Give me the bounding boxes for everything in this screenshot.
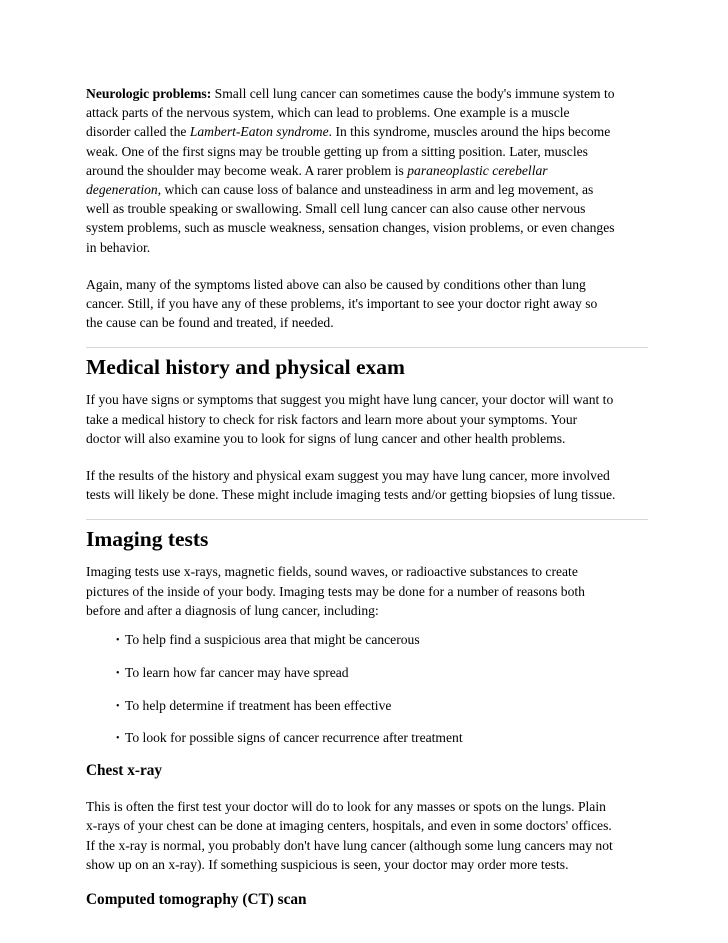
text-line: attack parts of the nervous system, which can lead to problems. One example is a muscle	[86, 105, 570, 121]
text-span: around the shoulder may become weak. A rarer problem is	[86, 162, 408, 178]
text-line: Imaging tests use x-rays, magnetic fields, sound waves, or radioactive substances to create	[86, 564, 578, 580]
text-line	[86, 122, 648, 141]
text-line	[86, 84, 648, 103]
bullet-icon: •	[116, 635, 120, 647]
bullet-icon: •	[116, 733, 120, 745]
text-line: show up on an x-ray). If something suspicious is seen, your doctor may order more tests.	[86, 856, 569, 872]
neurologic-problems-paragraph	[86, 84, 648, 257]
medical-history-paragraph-2	[86, 466, 648, 504]
medical-history-paragraph-1	[86, 390, 648, 448]
list-item	[116, 663, 648, 683]
list-item	[116, 728, 648, 748]
text-line: This is often the first test your doctor will do to look for any masses or spots on the lungs. Plain	[86, 799, 606, 815]
bullet-icon: •	[116, 700, 120, 712]
text-line: x-rays of your chest can be done at imaging centers, hospitals, and even in some doctors' offices.	[86, 818, 612, 834]
imaging-reasons-list	[86, 630, 648, 749]
text-line: before and after a diagnosis of lung cancer, including:	[86, 602, 379, 618]
bullet-icon: •	[116, 667, 120, 679]
document-page	[86, 84, 648, 910]
text-line: in behavior.	[86, 239, 151, 255]
degeneration-term: degeneration	[86, 182, 158, 198]
text-line: cancer. Still, if you have any of these problems, it's important to see your doctor right away so	[86, 296, 598, 312]
chest-xray-paragraph	[86, 797, 648, 874]
again-paragraph	[86, 275, 648, 333]
medical-history-heading: Medical history and physical exam	[86, 355, 405, 380]
chest-xray-heading: Chest x-ray	[86, 762, 163, 780]
list-item-text: To help find a suspicious area that might be cancerous	[125, 632, 420, 648]
text-span: , which can cause loss of balance and unsteadiness in arm and leg movement, as	[157, 182, 594, 198]
text-line	[86, 180, 648, 199]
text-line: weak. One of the first signs may be trouble getting up from a sitting position. Later, muscles	[86, 143, 588, 159]
text-line	[86, 161, 648, 180]
neurologic-problems-label: Neurologic problems:	[86, 86, 212, 101]
medical-history-section-header	[86, 347, 648, 380]
paraneoplastic-term: paraneoplastic cerebellar	[407, 162, 548, 178]
list-item-text: To look for possible signs of cancer recurrence after treatment	[125, 730, 463, 746]
text-span: . In this syndrome, muscles around the hips become	[328, 124, 611, 140]
text-line: system problems, such as muscle weakness, sensation changes, vision problems, or even changes	[86, 220, 615, 236]
text-span: Small cell lung cancer can sometimes cause the body's immune system to	[211, 86, 615, 101]
section-divider	[86, 347, 648, 348]
list-item	[116, 630, 648, 650]
imaging-tests-paragraph	[86, 562, 648, 620]
text-span: disorder called the	[86, 124, 190, 140]
text-line: If the results of the history and physical exam suggest you may have lung cancer, more involved	[86, 468, 610, 484]
text-line: pictures of the inside of your body. Imaging tests may be done for a number of reasons both	[86, 583, 585, 599]
imaging-tests-heading: Imaging tests	[86, 527, 209, 552]
text-line: tests will likely be done. These might include imaging tests and/or getting biopsies of lung tissue.	[86, 487, 616, 503]
imaging-tests-section-header	[86, 519, 648, 552]
text-line: Again, many of the symptoms listed above can also be caused by conditions other than lung	[86, 276, 586, 292]
list-item	[116, 696, 648, 716]
text-line: well as trouble speaking or swallowing. Small cell lung cancer can also cause other nervous	[86, 201, 586, 217]
text-line: If you have signs or symptoms that suggest you might have lung cancer, your doctor will want to	[86, 392, 614, 408]
text-line: If the x-ray is normal, you probably don't have lung cancer (although some lung cancers may not	[86, 837, 613, 853]
section-divider	[86, 519, 648, 520]
list-item-text: To help determine if treatment has been effective	[125, 697, 392, 713]
ct-scan-heading: Computed tomography (CT) scan	[86, 891, 307, 909]
list-item-text: To learn how far cancer may have spread	[125, 664, 349, 680]
text-line: doctor will also examine you to look for signs of lung cancer and other health problems.	[86, 430, 566, 446]
lambert-eaton-term: Lambert-Eaton syndrome	[189, 124, 329, 140]
text-line: take a medical history to check for risk factors and learn more about your symptoms. Your	[86, 411, 578, 427]
text-line: the cause can be found and treated, if needed.	[86, 315, 334, 331]
